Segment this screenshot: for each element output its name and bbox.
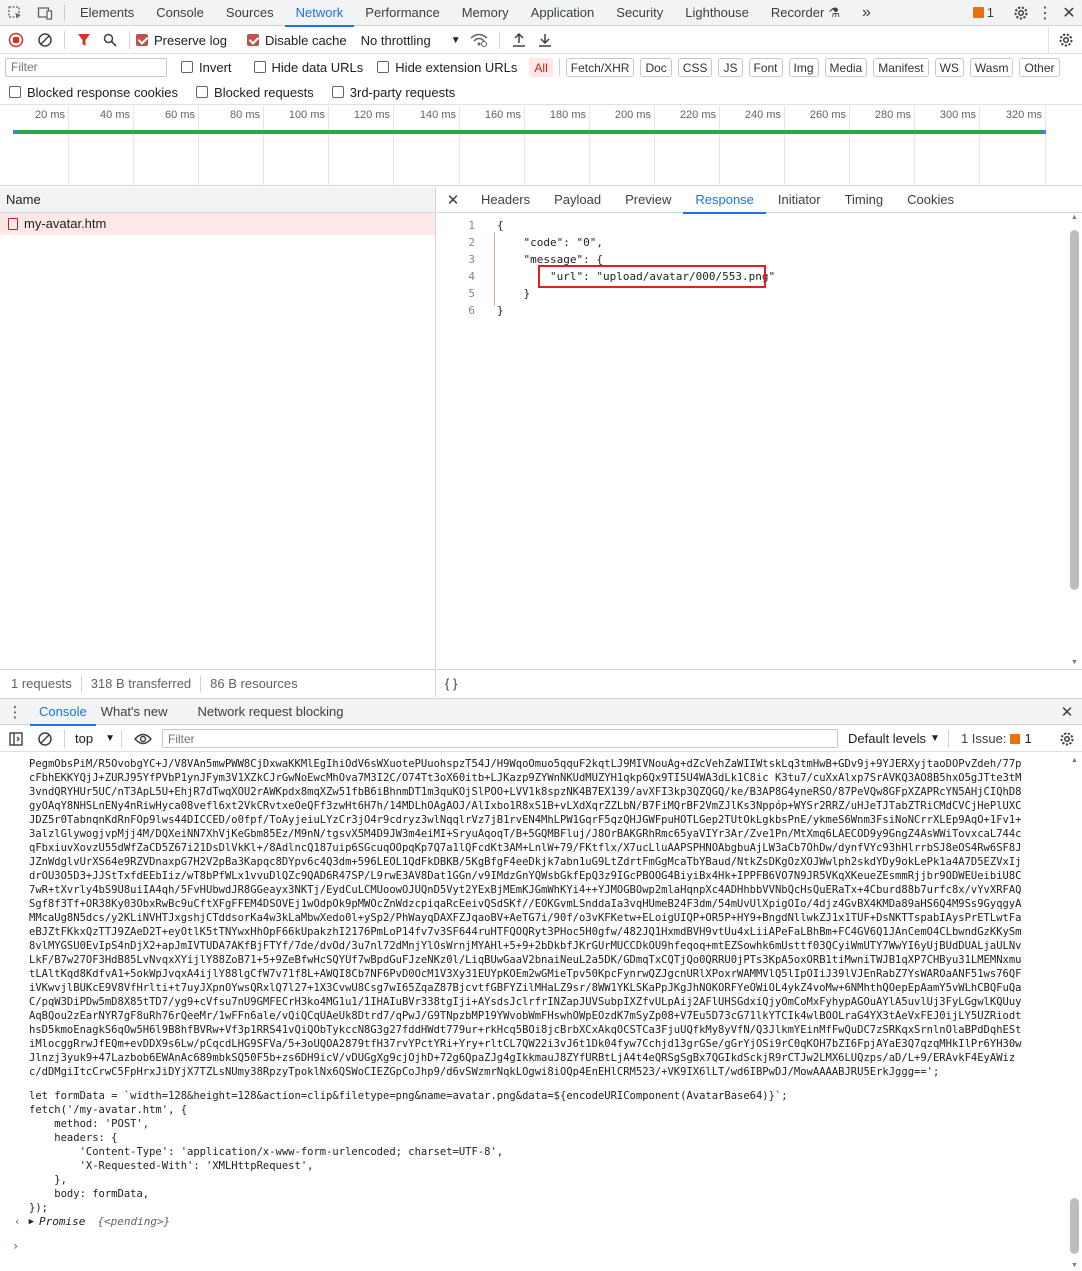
console-result-row[interactable]: [14, 1215, 170, 1228]
expand-triangle-icon[interactable]: ▶: [28, 1216, 35, 1227]
filter-funnel-icon[interactable]: [71, 27, 97, 54]
tab-cookies[interactable]: Cookies: [907, 191, 955, 207]
record-stop-icon[interactable]: [0, 27, 32, 54]
console-settings-gear-icon[interactable]: [1052, 726, 1082, 752]
console-scrollbar[interactable]: ▲ ▼: [1071, 757, 1078, 1269]
filter-bar: [0, 54, 1082, 80]
log-levels-value: Default levels: [847, 731, 927, 746]
third-party-check[interactable]: [332, 86, 344, 98]
tab-initiator[interactable]: Initiator: [777, 191, 821, 207]
console-output[interactable]: [0, 753, 1066, 1271]
code-line: 3 "message": {: [468, 253, 603, 266]
tab-headers[interactable]: Headers: [481, 191, 531, 207]
blocked-requests-checkbox[interactable]: [196, 85, 314, 100]
code-line: 2 "code": "0",: [468, 236, 603, 249]
tab-network-request-blocking[interactable]: Network request blocking: [197, 703, 344, 719]
dropdown-arrow-icon: ▼: [105, 733, 115, 744]
type-filter-fetch-xhr[interactable]: Fetch/XHR: [566, 58, 635, 77]
clear-console-icon[interactable]: [32, 726, 58, 752]
type-filter-manifest[interactable]: Manifest: [873, 58, 928, 77]
disable-cache-label: Disable cache: [264, 32, 347, 48]
timeline-tick: 180 ms: [589, 106, 590, 186]
context-value: top: [75, 731, 94, 746]
timeline-tick: 140 ms: [459, 106, 460, 186]
tab-performance[interactable]: Performance: [365, 4, 440, 20]
throttling-value: No throttling: [360, 32, 431, 48]
network-summary-bar: [0, 669, 435, 697]
resources-size: 86 B resources: [210, 676, 298, 691]
timeline-tick: 240 ms: [784, 106, 785, 186]
timeline-tick: 100 ms: [328, 106, 329, 186]
tab-console-drawer[interactable]: Console: [30, 699, 96, 725]
request-name: my-avatar.htm: [24, 216, 107, 231]
close-devtools-icon[interactable]: ✕: [1062, 4, 1076, 22]
invert-checkbox[interactable]: [181, 60, 232, 75]
type-filter-font[interactable]: Font: [749, 58, 783, 77]
type-filter-css[interactable]: CSS: [678, 58, 713, 77]
console-input-fetch-code: let formData = `width=128&height=128&action=clip&filetype=png&name=avatar.png&data=${encodeURIComponent(AvatarBase64)}`; fetch('/my-avatar.htm', { method: 'POST', headers: { 'Content-Type': 'application/x-www-form-urlencoded; charset=UTF-8', 'X-Requested-With': 'XMLHttpRequest', }, body: formData, });: [29, 1090, 788, 1214]
throttling-select[interactable]: [361, 33, 461, 48]
response-scrollbar[interactable]: ▲ ▼: [1071, 214, 1078, 666]
blocked-requests-check[interactable]: [196, 86, 208, 98]
tab-payload[interactable]: Payload: [554, 191, 602, 207]
log-levels-select[interactable]: [848, 731, 940, 746]
timeline-tick: 220 ms: [719, 106, 720, 186]
dropdown-arrow-icon: ▼: [930, 733, 940, 744]
issues-label: 1 Issue:: [960, 731, 1007, 746]
request-timing-bar: [17, 130, 1042, 134]
hide-data-urls-checkbox[interactable]: [254, 60, 364, 75]
third-party-checkbox[interactable]: [332, 85, 456, 100]
tab-timing[interactable]: Timing: [844, 191, 884, 207]
preserve-log-label: Preserve log: [154, 32, 227, 48]
preserve-log-check[interactable]: [136, 34, 148, 46]
scrollbar-thumb[interactable]: [1070, 1198, 1079, 1254]
timeline-overview[interactable]: [0, 106, 1082, 186]
import-har-icon[interactable]: [506, 27, 532, 54]
blocked-response-cookies-checkbox[interactable]: [9, 85, 178, 100]
drawer-tabs: [0, 699, 1082, 725]
context-selector[interactable]: [75, 731, 115, 746]
tab-memory[interactable]: Memory: [461, 4, 509, 20]
code-line: 4 "url": "upload/avatar/000/553.png": [468, 270, 776, 283]
drawer-menu-icon[interactable]: ⋮: [7, 703, 23, 721]
hide-data-urls-label: Hide data URLs: [271, 59, 364, 75]
type-filter-other[interactable]: Other: [1019, 58, 1059, 77]
console-toolbar: [0, 726, 1082, 752]
tab-sources[interactable]: Sources: [225, 4, 274, 20]
preserve-log-checkbox[interactable]: [136, 33, 227, 48]
tab-lighthouse[interactable]: Lighthouse: [685, 4, 749, 20]
pretty-print-button[interactable]: { }: [445, 676, 458, 691]
timeline-tick: 160 ms: [524, 106, 525, 186]
type-filter-wasm[interactable]: Wasm: [970, 58, 1014, 77]
hide-data-urls-check[interactable]: [254, 61, 266, 73]
response-footer: [437, 669, 1082, 697]
timeline-tick: 20 ms: [68, 106, 69, 186]
type-filter-all[interactable]: All: [529, 58, 552, 77]
tab-preview[interactable]: Preview: [625, 191, 672, 207]
hide-extension-urls-checkbox[interactable]: [377, 60, 517, 75]
timeline-tick: 260 ms: [849, 106, 850, 186]
console-prompt-icon[interactable]: ›: [12, 1239, 20, 1253]
close-drawer-icon[interactable]: ✕: [1060, 703, 1074, 721]
promise-label: Promise: [39, 1215, 86, 1228]
console-filter-input[interactable]: [162, 729, 838, 748]
timeline-tick: 40 ms: [133, 106, 134, 186]
type-filter-img[interactable]: Img: [789, 58, 819, 77]
blocked-response-cookies-label: Blocked response cookies: [27, 84, 179, 100]
invert-check[interactable]: [181, 61, 193, 73]
tab-application[interactable]: Application: [530, 4, 595, 20]
code-line: 5 }: [468, 287, 531, 300]
timeline-tick: 300 ms: [979, 106, 980, 186]
timeline-tick: 280 ms: [914, 106, 915, 186]
timeline-tick: 200 ms: [654, 106, 655, 186]
tab-console[interactable]: Console: [156, 4, 204, 20]
network-toolbar: [0, 27, 1082, 54]
hide-extension-urls-check[interactable]: [377, 61, 389, 73]
more-tabs-button[interactable]: »: [862, 3, 871, 21]
scrollbar-thumb[interactable]: [1070, 230, 1079, 590]
blocked-response-cookies-check[interactable]: [9, 86, 21, 98]
timeline-tick: 320 ms: [1045, 106, 1046, 186]
export-har-icon[interactable]: [532, 27, 558, 54]
type-filter-js[interactable]: JS: [718, 58, 742, 77]
live-expression-eye-icon[interactable]: [128, 726, 158, 752]
inspect-element-icon[interactable]: [0, 0, 30, 26]
issue-count: 1: [1024, 731, 1032, 746]
result-arrow-icon: ‹: [14, 1215, 21, 1228]
blocked-requests-label: Blocked requests: [214, 84, 314, 100]
request-detail-pane: [437, 187, 1082, 697]
tab-response[interactable]: Response: [683, 187, 766, 213]
console-input-base64: PegmObsPiM/R5OvobgYC+J/V8VAn5mwPWW8CjDxwaKKMlEgIhiOdV6sWXuotePUuohspzT54J/H9WqoOmuo5qquF2kqtLJ9MIVNouAg+dZcVehZaWIIWtskLq3tmHwB+GDv9j+9YJERXyjtaoDOPvZdeh/77pcFbhEKKYQjJ+ZURJ95YfPVbP1ynJFym3V1XZkCJrGwNoEwcMhOva7M3I2C/O74Tt3oX60itb+LJKazp9ZYWnNKUdMUZYH1qkp6Qx9TI5U4WA3dLk1C8ic K3tu7/cuXxAlxp7SrAVKQ3AO8B5hxO5gJTte3tM3vndQRYHUr5UC/nT3ApL5U+EhjR7dTwqXOU2rAWKpdx8mqXZw51fbB6iBhnmDT1m3quKOjSlPOO+LVV1k8spzNK4B7EX139/avXFI3kp3QZQGQ/ke/B3AP8G4yneRSO/87PeVQw8GFpXZAPRcYN5AHjCIQhD8gyOAqY8NHSLnENy4nRiwHyca08vefl6xt2VkCRvtxeOeQFf3zwHt6H7h/14MDLhOAgAOJ/AlIxbo1R8xS1B+vLXdXqrZZLbN/B7FiMQrBF2VmZJlKs3Nppóp+WYSr2RRZ/uHJeTJTabZTRiCMdCVCjHePlUXCJDZ5r0TabnqnKdRnFOp9lws44DICCED/o0fpf/ToAyjeiuLYzCr3jO4r9cdryz3wlNqqlrVz7jB1rvEN4MhLPW1GqrF5qzQHJGWFpuHOTLGep2TUtOkLgkbsPnE/ykmeS6Wnm3FsiNoNCrrXLEp9AqO+1Fv1+3alzlGlywogjvpMjj4M/DQXeiNN7XhVjKeGbm85Ez/M9nN/tgsvX5M4D9JW3m4eiMI+SryuAqoqT/B+5GQMBFluj/J8OrBAKGRhRmc65yaVIYr3Ar/Zve1Pn/MtXmq6LAECOD9y9GngZ4AsWWiTovxcaL744cqFbxiuvXovzU55dWfZaCD5Z67i21DsDlVkKl+/8AdlncQ187uip6SGcuqOOpqKp7Q7a1lQFcdKt3AM+LnlW+79/FKtflx/X7ucLluAAPSPHNOAbgbuAjLW3aCb7OhDw/dynfVYc93hHlrrbSJ8eOS4Rw6SF8JJZnWdglvUrXS64e9RZVDnaxpG7H2V2pBa3Kapqc8DYpv6c4Q3dm+596LEOL1QdFkDBKB/5KgBfgF4eeDkjk7abn1uG9LtZdrtFmGgMcaTbYBaud/NtkZsDKgOzXOJWwlph2skdYDy9okLePk1a4A7D5EZVxIjdrOU3O5D3+JJStTxfdEEbIiz/wT8bPfWLx1vvuDlQZc9QAD6R47SP/L9rwE3AV8Dat1GGn/v9IMdzGnYQWsbGkfEpQ3z9IGcPBOOG4BiyiBx4Hk+IPPFB6VO7N9JR5VKqXKeueZEsmmRjjbr9ODWEUeibiU8C7wR+tXvrly4bS9U8uiIA4qh/5FvHUbwdJR8GGeayx3NKTj/EydCuLCMUoowOJUQnD5Vyt2YExBjMEmKJGmWhKYi4++YJMOGBOwp2mlaHqnpXc4ADHhbbVVNbQcHsQuERaTx+4Cburd88b7urfc8x/vYvXRFAQSgf8f3Tf+OR38Ky03ObxRwBc9uCftXFgFFEM4DSOVEj1wOdpOk9pMWOcZnWdzcpiqaRcEeivQSdSKf//EOKGvmLSnddaIa3vqHUmeB24F3dm/54mUvUlXpigOIo/4djz4GvBX4KMDa89aHS6Q4M9Ss9GyqgyAMMcaUg8N5dcs/y2KLiNVHTJxgshjCTddsorKa4w3kLaMbwXedo0l+ySp2/PhWayqDAXFZJqaoBV+AeTG7i/90f/o3vKFKetw+ELoigUIQP+OR5P+HY9+BngdNllwkZJ1x1TUF+DsNKTTspabIAysPrETLwtFaeBJZtFKkxQzTTJ9ZAeD2T+eyOtlK5tTNYwxHhOpF66kUpakzhI2176PmLoP14fv7v3SF644ruHTFQOQRyt3PHoc5H0gfw/482JQ1HxmdBVH9vtUu4xLiiAPeFaLBhBm+FC4GV6Q1JAnCemO4CLbwndGzKKySm8vlMYGSU0EvIpS4nDjX2+apJmIVTUDA7AKfBjFTYf/7de/dvOd/3u7nl72dMnjYlOsWrnjMYAHl+5+9+2bDkbfJKrGUrMUCCDkOU9hfeqoq+mtEZSowhk6mUsttf03QCyiWmUTY7WwYI6yUjBUdDUALjaULNvLkF/B7w27OF3HdB85LvNvqxXYijlY88ZoB71+5+9ZeBfwHcSQYUf7wBpdGuFJzeNKz0l/LiqBUwGaaV2bnaiNeuL2a5DK/GDmqTxCQTjQo0QRRU0jPTs3KpA5oxORB1tiMwniTWJB1qXP7CHByu31LMEMNxmutLAltKqd8KdfvA1+5okWpJvqxA4ijlY88lgCfW7v71f8L+AWQI8Cb7NF6PvD0OcM1V3Xy31EUYpKOEm2wGMieTpv50KpcFynrwQZJgcnURlXPoxrWAMMVlQ5lIpOIiJ39lVJEnRabZ7YsWAROaANF51ws76QFiVKwvjlBUKcE9V8VfHrlti+t7uyJXpnOYwsQRxlQ7l27+1X3CvwU8Csg7wI65ZqaZ87BjcvtfGBFYZilMHaLZ9sr/8WW1YKLSKaPpJKgJhNOKORFYeOWiOL4ykZ4voMw+6NMhthQOepEpAamY5vWLhCBQFuQaC/pqW3DiPDw5mD8X85tTD7/yg9+cVfsu7nU9GMFECrH3ko4MG1u1/1IHAIuBVr338tgIji+AYsdsJclrfrINZapJUVSubpIXZfvULpAij2AFlUHSGdxiQjyOmCoMxFyhypAGOuAYlA5uvlUj3FyLGgwlKQUuyAqBQou2zEarNYR7gF8uRh76rQeeMr/1wFFn6ale/vQiQCqUAeUk8Dtrd7/qPwJ/G9TNpzbMP19YWvobWmFHswhOWpEOzdK7mSyZp08+V7Eu5D73cG71lkYTCIk4wlBOOLraG4YX3tAeVxFEJ0ijLY5UZRiodthsD5kmoEnagkS6qOw5H6l9B8hfBVRw+Vf3p1RRS41vQiQObTykccN8G3g27fddHWdt779ur+rkHcq5BOi8jcBrbXCxAkqOCSTCa3FjuUQfkMy8yVfN/Q3JlkmYEinMfFwQuDC7zSRKqxSrnlnOlaBPdDqhEStiMlocggRrwJfEQm+evDDX9s6Lw/pCqcdLHG9SFVa/5+3oUQOA2879tfH37rvYPctYRi+Yry+rltCL7QW22i3vJ6t1Dk04fyw7Cchjd13grGSe/gGrYjOSi9rC0qKOH7bZI6FpjAYaE3Q7qzqMHkIlPr6YH30wJlnzj3yuk9+47Lazbob6EWAnAc689mbkSQ50F5b+zs6DH9icV/vDUGgXg9cjOjhD+72g6QpaZJg4gIkkmauJ8ZYfURBtLjA4t4eQRSgSgBx7QGIkdSckjR9rCTJw2LMX6LUQzps/aD/L+9/ERAvkF4EyAWizc/dDMgiItcCrwC5FpHrxJiDYjX7TZLsNUmy38RpzyTpoklNx6QSWoCIEZGpCoJhp9/d6vSWzmrNqkLOgwi8iOQp4EnEHlCRM523/+VK9IX6lLT/wd6IBPwDJ/MowAAAABJRU5ErkJggg==';: [29, 758, 1022, 1078]
more-options-icon[interactable]: ⋮: [1037, 4, 1053, 22]
type-filter-media[interactable]: Media: [825, 58, 868, 77]
issue-flag-icon: [1010, 734, 1020, 744]
hide-extension-urls-label: Hide extension URLs: [395, 59, 518, 75]
disable-cache-checkbox[interactable]: [247, 33, 347, 48]
timeline-tick: 60 ms: [198, 106, 199, 186]
console-issues-button[interactable]: [961, 731, 1032, 746]
request-count: 1 requests: [11, 676, 72, 691]
flask-icon: ⚗: [828, 4, 840, 20]
invert-label: Invert: [199, 59, 232, 75]
request-row[interactable]: [0, 213, 435, 235]
issue-flag-icon: [973, 7, 984, 18]
tab-recorder-label: Recorder: [770, 4, 825, 20]
transferred-size: 318 B transferred: [90, 676, 192, 691]
close-detail-icon[interactable]: ✕: [446, 191, 460, 209]
settings-gear-icon[interactable]: [1008, 0, 1034, 26]
document-icon: [8, 218, 18, 230]
tab-whats-new[interactable]: What's new: [100, 703, 168, 719]
device-toolbar-icon[interactable]: [30, 0, 60, 26]
tab-network[interactable]: Network: [285, 0, 355, 26]
network-settings-gear-icon[interactable]: [1048, 27, 1082, 54]
issues-counter[interactable]: [973, 5, 994, 20]
tab-recorder[interactable]: [760, 0, 851, 26]
console-drawer: [0, 698, 1082, 1271]
dropdown-arrow-icon: ▼: [450, 34, 461, 46]
clear-icon[interactable]: [32, 27, 58, 54]
blocked-filter-bar: [0, 80, 1082, 105]
type-filter-ws[interactable]: WS: [935, 58, 964, 77]
name-column-header[interactable]: Name: [0, 187, 435, 213]
issue-count: 1: [986, 5, 994, 20]
highlight-box: [538, 265, 766, 288]
tab-security[interactable]: Security: [616, 4, 664, 20]
request-list: [0, 187, 436, 697]
timeline-tick: 120 ms: [393, 106, 394, 186]
promise-state: {<pending>}: [97, 1215, 171, 1228]
tab-elements[interactable]: Elements: [80, 4, 135, 20]
network-conditions-icon[interactable]: [465, 27, 493, 54]
code-line: 1 {: [468, 219, 504, 232]
code-line: 6 }: [468, 304, 504, 317]
network-filter-input[interactable]: [5, 58, 167, 77]
type-filter-doc[interactable]: Doc: [640, 58, 671, 77]
show-sidebar-icon[interactable]: [0, 726, 32, 752]
detail-tabs: [437, 187, 1082, 213]
disable-cache-check[interactable]: [247, 34, 259, 46]
third-party-label: 3rd-party requests: [349, 84, 456, 100]
search-icon[interactable]: [97, 27, 123, 54]
devtools-tabbar: [0, 0, 1082, 26]
timeline-tick: 80 ms: [263, 106, 264, 186]
